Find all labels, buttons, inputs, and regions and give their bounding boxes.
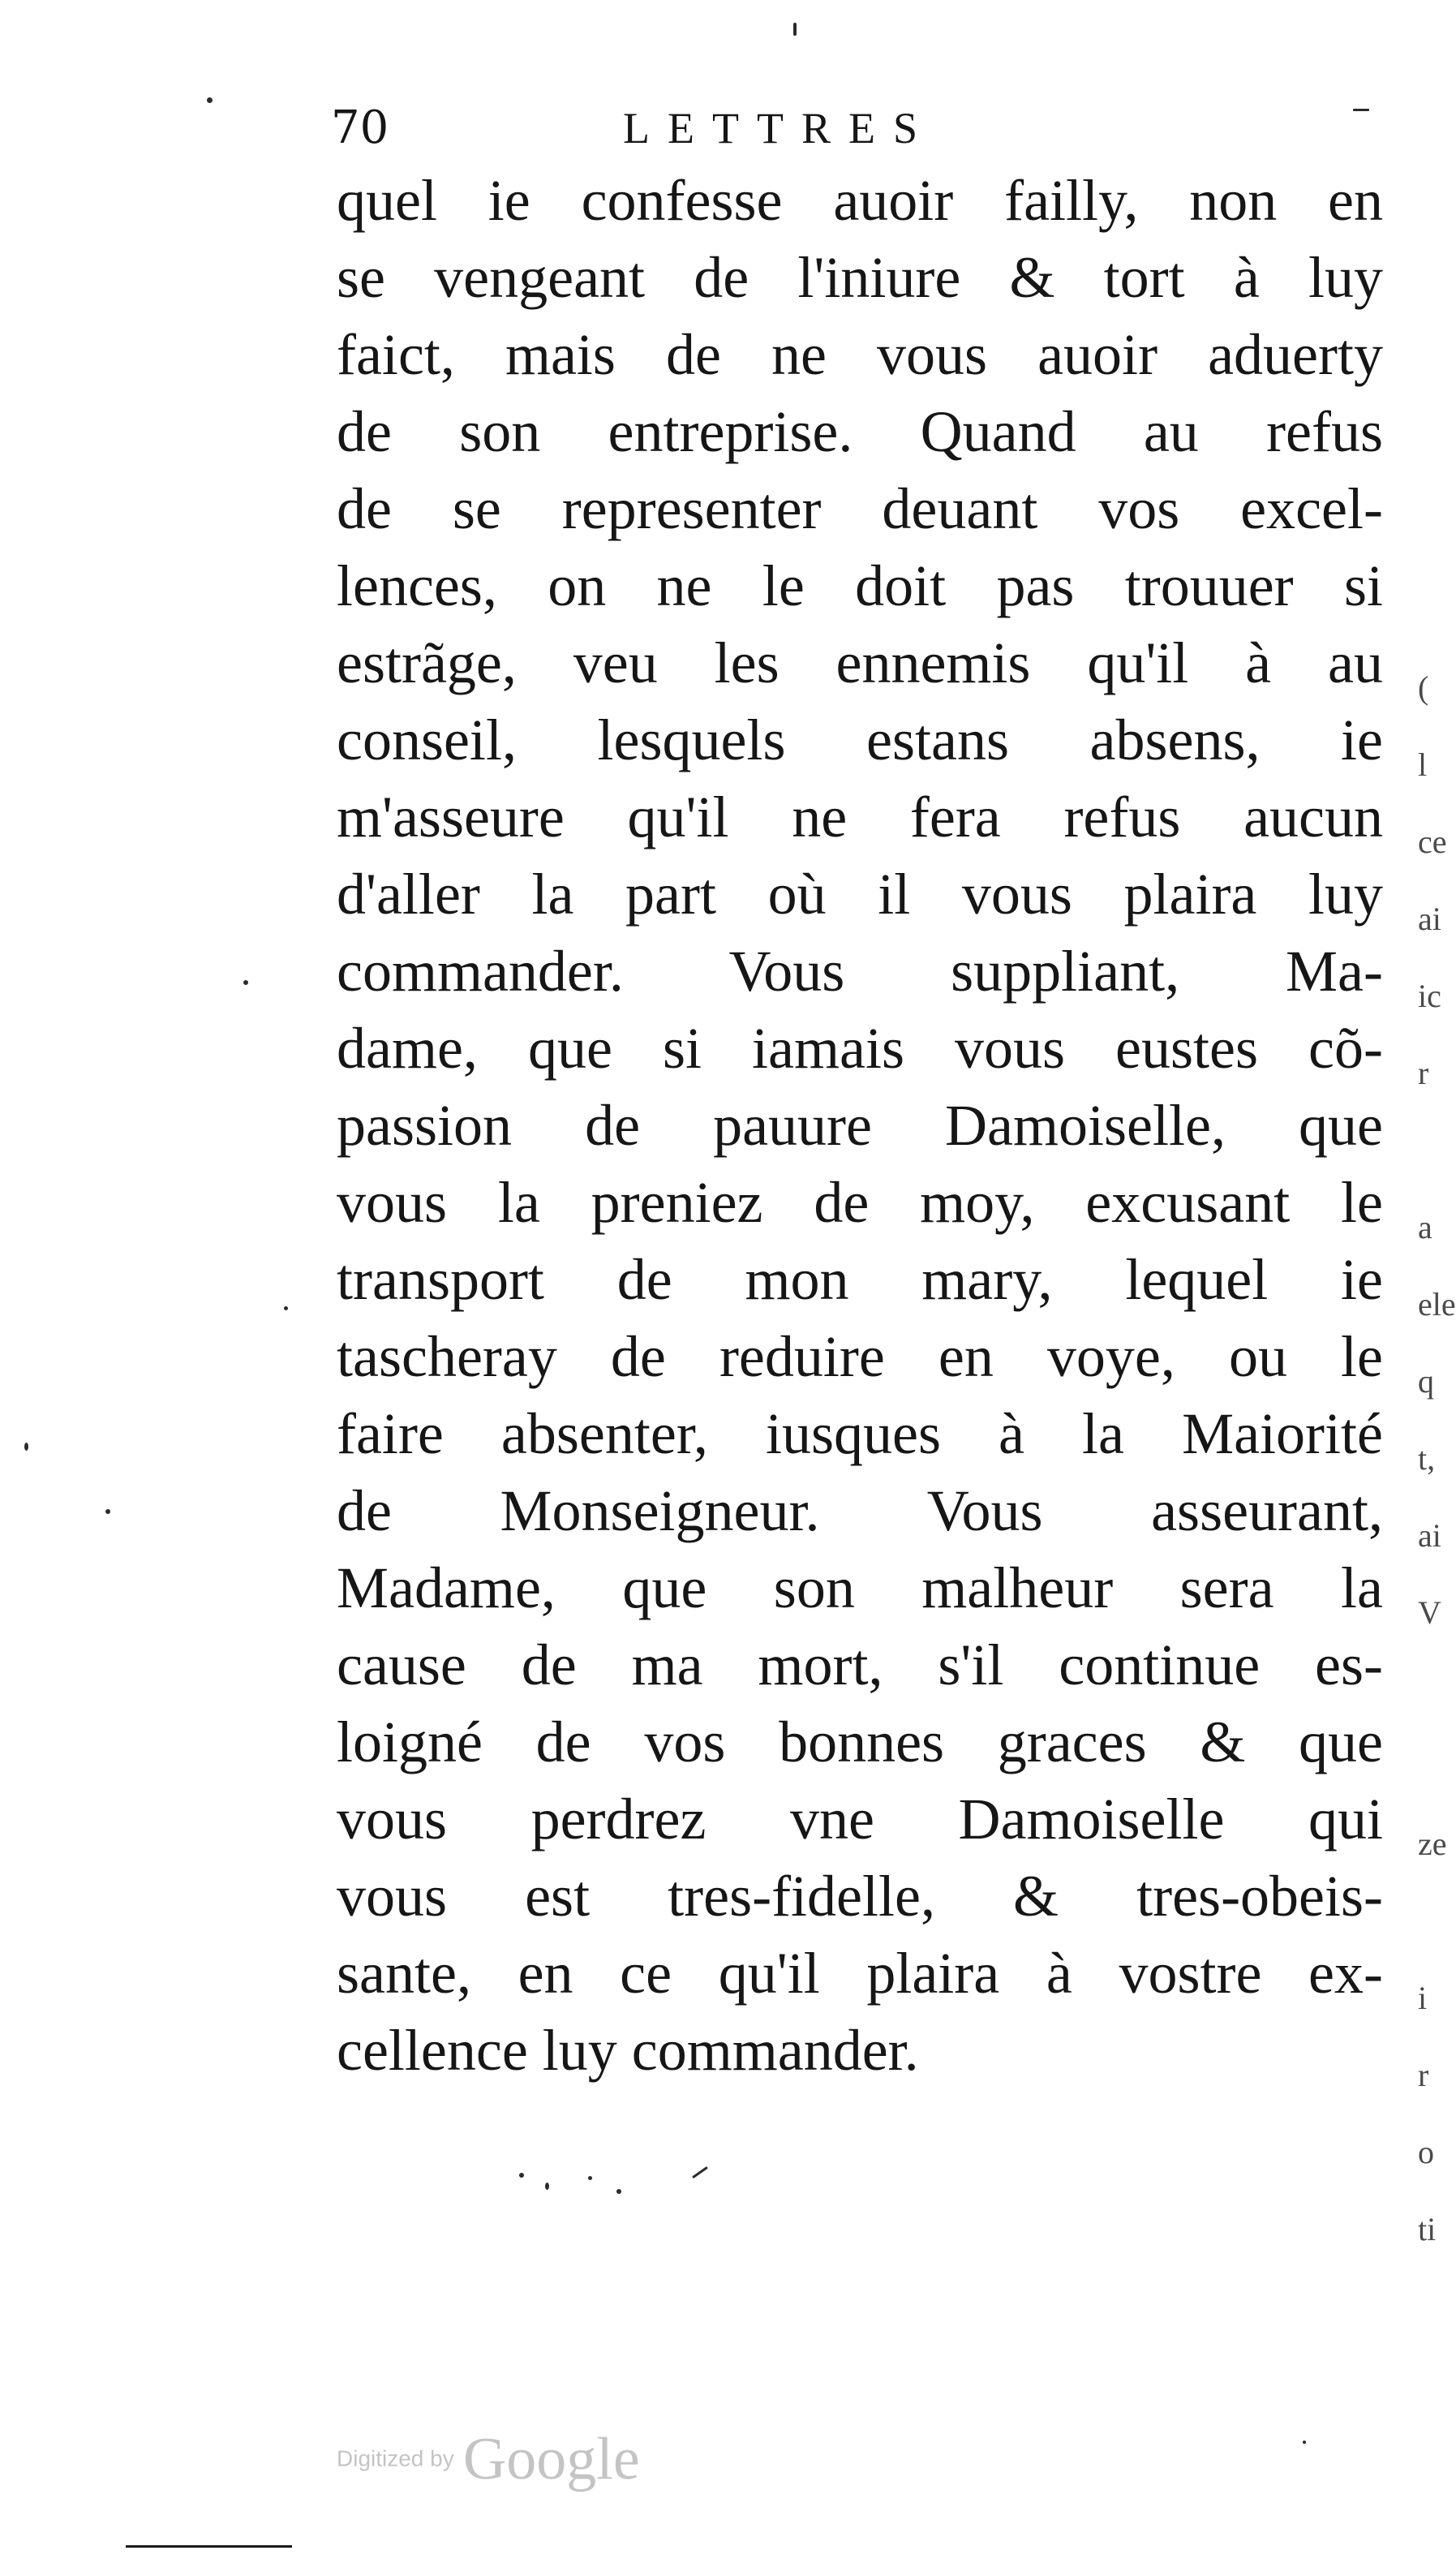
scan-speck (24, 1443, 28, 1451)
text-line: d'aller la part où il vous plaira luy (337, 862, 1383, 927)
bottom-rule (126, 2545, 292, 2548)
letter-text (337, 162, 1383, 2089)
text-line: quel ie confesse auoir failly, non en (337, 168, 1383, 233)
fragment (1418, 1112, 1449, 1189)
fragment (1418, 1651, 1449, 1728)
running-head: LETTRES (623, 104, 935, 153)
text-line: loigné de vos bonnes graces & que (337, 1710, 1383, 1774)
scan-speck (588, 2176, 592, 2180)
fragment: ce (1418, 824, 1447, 860)
facing-page-fragments (1418, 649, 1456, 2268)
page-number: 70 (331, 101, 389, 154)
digitized-by-google-watermark (337, 2422, 640, 2495)
fragment: ai (1418, 901, 1441, 937)
text-line: estrãge, veu les ennemis qu'il à au (337, 630, 1383, 695)
text-line: cause de ma mort, s'il continue es- (337, 1632, 1383, 1697)
text-line: cellence luy commander. (337, 2018, 919, 2083)
text-line: conseil, lesquels estans absens, ie (337, 708, 1383, 772)
text-line: vous perdrez vne Damoiselle qui (337, 1787, 1383, 1852)
scan-speck (105, 1509, 110, 1514)
page-header (331, 96, 1110, 161)
fragment: ele (1418, 1286, 1456, 1323)
text-line: sante, en ce qu'il plaira à vostre ex- (337, 1941, 1383, 2006)
scan-speck (692, 2166, 708, 2178)
text-line: tascheray de reduire en voye, ou le (337, 1324, 1383, 1389)
text-line: faict, mais de ne vous auoir aduerty (337, 322, 1383, 387)
digitized-by-label: Digitized by (337, 2445, 454, 2471)
fragment: r (1418, 1055, 1429, 1091)
fragment: q (1418, 1363, 1434, 1400)
text-line: faire absenter, iusques à la Maiorité (337, 1401, 1383, 1466)
fragment: l (1418, 746, 1428, 783)
scan-speck (545, 2183, 549, 2190)
fragment: ti (1418, 2211, 1437, 2247)
fragment: V (1418, 1594, 1441, 1631)
fragment: o (1418, 2134, 1434, 2170)
text-line: se vengeant de l'iniure & tort à luy (337, 245, 1383, 310)
fragment (1418, 1728, 1449, 1805)
fragment: a (1418, 1209, 1432, 1245)
text-line: de se representer deuant vos excel- (337, 476, 1383, 541)
fragment: ze (1418, 1826, 1447, 1862)
fragment: t, (1418, 1440, 1436, 1477)
text-line: passion de pauure Damoiselle, que (337, 1093, 1383, 1158)
text-line: vous la preniez de moy, excusant le (337, 1170, 1383, 1235)
text-line: Madame, que son malheur sera la (337, 1555, 1383, 1620)
text-line: de son entreprise. Quand au refus (337, 399, 1383, 464)
scan-speck (1353, 109, 1369, 111)
fragment: r (1418, 2057, 1429, 2093)
scan-speck (284, 1306, 288, 1310)
text-line: m'asseure qu'il ne fera refus aucun (337, 785, 1383, 849)
scan-speck (793, 23, 797, 36)
fragment: ( (1418, 669, 1429, 706)
text-line: commander. Vous suppliant, Ma- (337, 939, 1383, 1004)
scan-speck (243, 980, 248, 985)
fragment: ic (1418, 978, 1441, 1014)
text-line: lences, on ne le doit pas trouuer si (337, 553, 1383, 618)
scan-speck (1303, 2441, 1306, 2444)
fragment: ai (1418, 1517, 1441, 1554)
text-line: vous est tres-fidelle, & tres-obeis- (337, 1864, 1383, 1929)
text-line: dame, que si iamais vous eustes cõ- (337, 1016, 1383, 1081)
scan-speck (519, 2173, 524, 2178)
scan-speck (616, 2189, 621, 2194)
fragment (1418, 1882, 1449, 1959)
text-line: de Monseigneur. Vous asseurant, (337, 1478, 1383, 1543)
text-line: transport de mon mary, lequel ie (337, 1247, 1383, 1312)
scan-speck (207, 97, 213, 103)
fragment: i (1418, 1980, 1428, 2016)
google-logo: Google (462, 2425, 640, 2492)
